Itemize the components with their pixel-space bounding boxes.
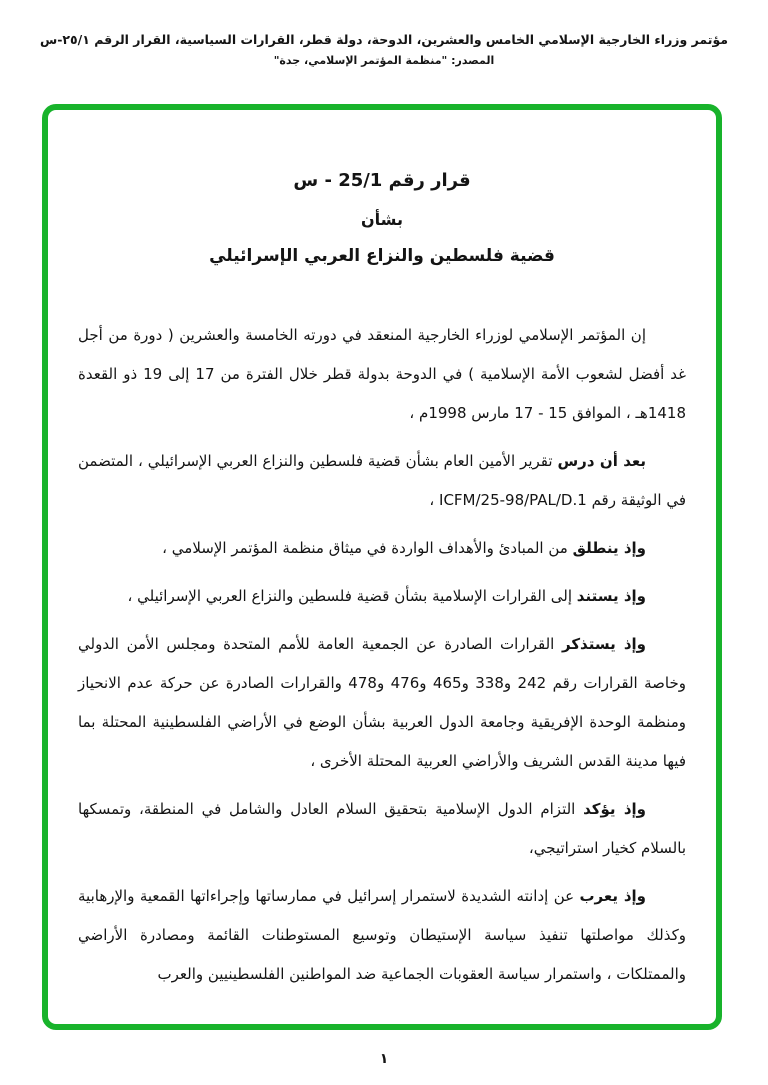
paragraph-text: من المبادئ والأهداف الواردة في ميثاق منظمة المؤتمر الإسلامي ،	[162, 539, 573, 557]
paragraph-text: القرارات الصادرة عن الجمعية العامة للأمم المتحدة ومجلس الأمن الدولي وخاصة القرارات رقم 242 و338 و465 و476 و478 والقرارات الصادرة عن حركة عدم الانحياز ومنظمة الوحدة الإفريقية وجامعة الدول العربية بشأن الوضع في الأراضي الفلسطينية المحتلة بما فيها مدينة القدس الشريف والأراضي العربية المحتلة الأخرى ،	[78, 635, 687, 770]
resolution-subject: قضية فلسطين والنزاع العربي الإسرائيلي	[209, 246, 555, 266]
paragraph-lead: وإذ يعرب	[579, 887, 647, 905]
paragraph-lead: وإذ يستذكر	[561, 635, 647, 653]
paragraph-text: إن المؤتمر الإسلامي لوزراء الخارجية المنعقد في دورته الخامسة والعشرين ( دورة من أجل غد أفضل لشعوب الأمة الإسلامية ) في الدوحة بدولة قطر خلال الفترة من 17 إلى 19 ذو القعدة 1418هـ ، الموافق 15 - 17 مارس 1998م ،	[78, 326, 686, 422]
header-source-line: المصدر: "منظمة المؤتمر الإسلامي، جدة"	[273, 54, 495, 67]
paragraph-lead: وإذ يؤكد	[583, 800, 646, 818]
paragraph-preamble	[78, 316, 686, 433]
paragraph-based-on	[78, 577, 686, 616]
paragraph-lead: بعد أن درس	[557, 452, 646, 470]
resolution-subject-label: بشأن	[361, 210, 403, 229]
paragraph-text: تقرير الأمين العام بشأن قضية فلسطين والنزاع العربي الإسرائيلي ، المتضمن في الوثيقة رقم ICFM/25-98/PAL/D.1 ،	[78, 452, 686, 509]
paragraph-recalling	[78, 625, 686, 781]
resolution-number: قرار رقم 25/1 - س	[293, 170, 471, 191]
paragraph-condemning	[78, 877, 686, 994]
document-content	[48, 110, 716, 1024]
green-border-frame	[42, 104, 722, 1030]
paragraph-lead: وإذ يستند	[576, 587, 646, 605]
header-citation-line: مؤتمر وزراء الخارجية الإسلامي الخامس والعشرين، الدوحة، دولة قطر، القرارات السياسية، القرار الرقم ٢٥/١-س	[39, 32, 729, 47]
paragraph-lead: وإذ ينطلق	[572, 539, 646, 557]
resolution-body	[78, 316, 686, 994]
document-header	[0, 30, 768, 72]
resolution-title-block	[78, 170, 686, 266]
page-number: ١	[379, 1051, 389, 1067]
paragraph-having-studied	[78, 442, 686, 520]
paragraph-affirming	[78, 790, 686, 868]
paragraph-text: عن إدانته الشديدة لاستمرار إسرائيل في ممارساتها وإجراءاتها القمعية والإرهابية وكذلك مواصلتها تنفيذ سياسة الإستيطان وتوسيع المستوطنات القائمة ومصادرة الأراضي والممتلكات ، واستمرار سياسة العقوبات الجماعية ضد المواطنين الفلسطينيين والعرب	[78, 887, 686, 983]
paragraph-proceeding-from	[78, 529, 686, 568]
paragraph-text: التزام الدول الإسلامية بتحقيق السلام العادل والشامل في المنطقة، وتمسكها بالسلام كخيار استراتيجي،	[78, 800, 686, 857]
paragraph-text: إلى القرارات الإسلامية بشأن قضية فلسطين والنزاع العربي الإسرائيلي ،	[127, 587, 577, 605]
